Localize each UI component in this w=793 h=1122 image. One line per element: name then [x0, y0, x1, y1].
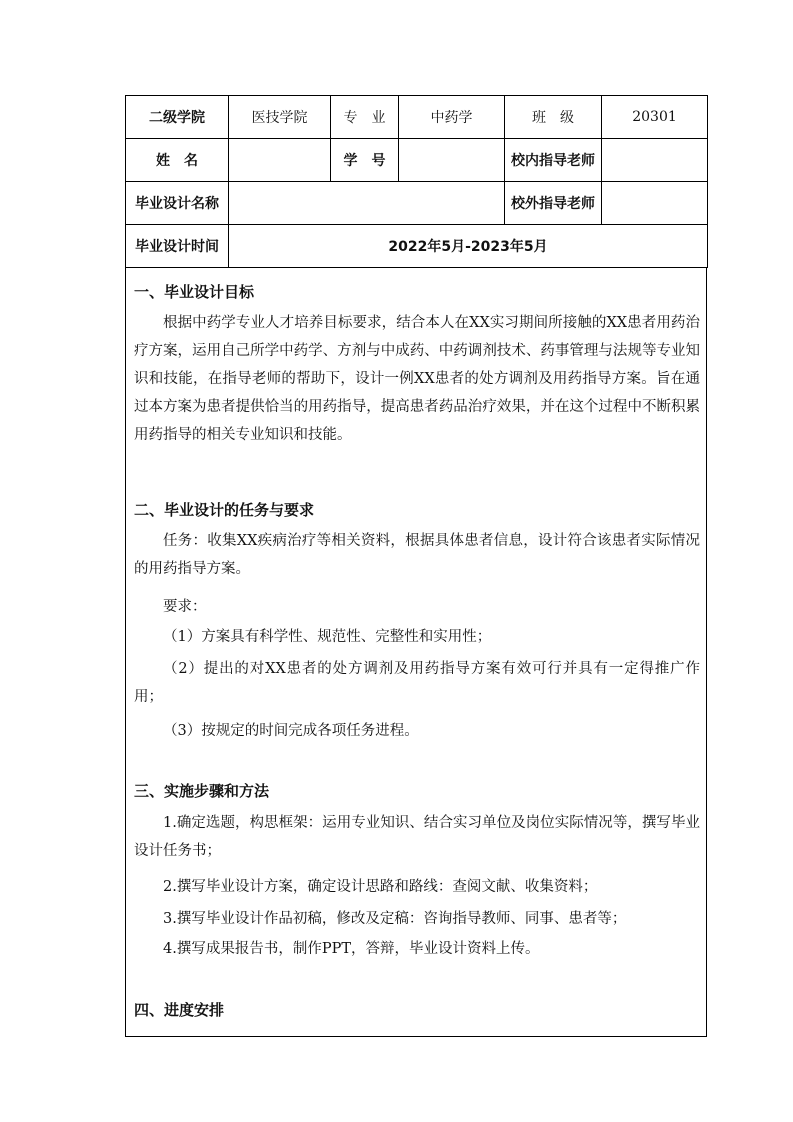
value-internal-advisor — [602, 139, 708, 182]
value-student-id — [399, 139, 505, 182]
section-title-schedule: 四、进度安排 — [134, 1001, 225, 1019]
section-title-tasks: 二、毕业设计的任务与要求 — [134, 501, 315, 519]
info-table — [125, 95, 708, 268]
value-design-name — [229, 182, 505, 225]
table-row — [126, 139, 708, 182]
section-body-goal: 根据中药学专业人才培养目标要求，结合本人在XX实习期间所接触的XX患者用药治疗方案，运用自己所学中药学、方剂与中成药、中药调剂技术、药事管理与法规等专业知识和技能，在指导老师的帮助下，设计一例XX患者的处方调剂及用药指导方案。旨在通过本方案为患者提供恰当的用药指导，提高患者药品治疗效果，并在这个过程中不断积累用药指导的相关专业知识和技能。 — [134, 315, 700, 443]
section-title-steps: 三、实施步骤和方法 — [134, 782, 270, 800]
content-box — [125, 267, 707, 1037]
value-college: 医技学院 — [229, 96, 331, 139]
label-name: 姓 名 — [126, 139, 229, 182]
step-item: 3.撰写毕业设计作品初稿，修改及定稿：咨询指导教师、同事、患者等； — [163, 911, 627, 927]
section-title-goal: 一、毕业设计目标 — [134, 283, 255, 301]
task-text: 任务：收集XX疾病治疗等相关资料，根据具体患者信息，设计符合该患者实际情况的用药指导方案。 — [134, 533, 700, 577]
requirements-label: 要求： — [163, 599, 207, 615]
label-internal-advisor: 校内指导老师 — [505, 139, 602, 182]
requirement-item: （2）提出的对XX患者的处方调剂及用药指导方案有效可行并具有一定得推广作用； — [134, 661, 700, 705]
table-row — [126, 225, 708, 268]
step-item: 4.撰写成果报告书，制作PPT，答辩，毕业设计资料上传。 — [163, 941, 540, 957]
requirement-item: （1）方案具有科学性、规范性、完整性和实用性； — [163, 629, 492, 645]
label-design-name: 毕业设计名称 — [126, 182, 229, 225]
label-major: 专 业 — [331, 96, 399, 139]
label-class: 班 级 — [505, 96, 602, 139]
value-external-advisor — [602, 182, 708, 225]
value-design-time: 2022年5月-2023年5月 — [229, 225, 708, 268]
value-major: 中药学 — [399, 96, 505, 139]
label-student-id: 学 号 — [331, 139, 399, 182]
step-item: 2.撰写毕业设计方案，确定设计思路和路线：查阅文献、收集资料； — [163, 879, 598, 895]
table-row — [126, 96, 708, 139]
value-name — [229, 139, 331, 182]
label-college: 二级学院 — [126, 96, 229, 139]
label-external-advisor: 校外指导老师 — [505, 182, 602, 225]
step-item: 1.确定选题，构思框架：运用专业知识、结合实习单位及岗位实际情况等，撰写毕业设计任务书； — [134, 815, 700, 859]
requirement-item: （3）按规定的时间完成各项任务进程。 — [163, 723, 419, 739]
value-class: 20301 — [602, 96, 708, 139]
table-row — [126, 182, 708, 225]
label-design-time: 毕业设计时间 — [126, 225, 229, 268]
